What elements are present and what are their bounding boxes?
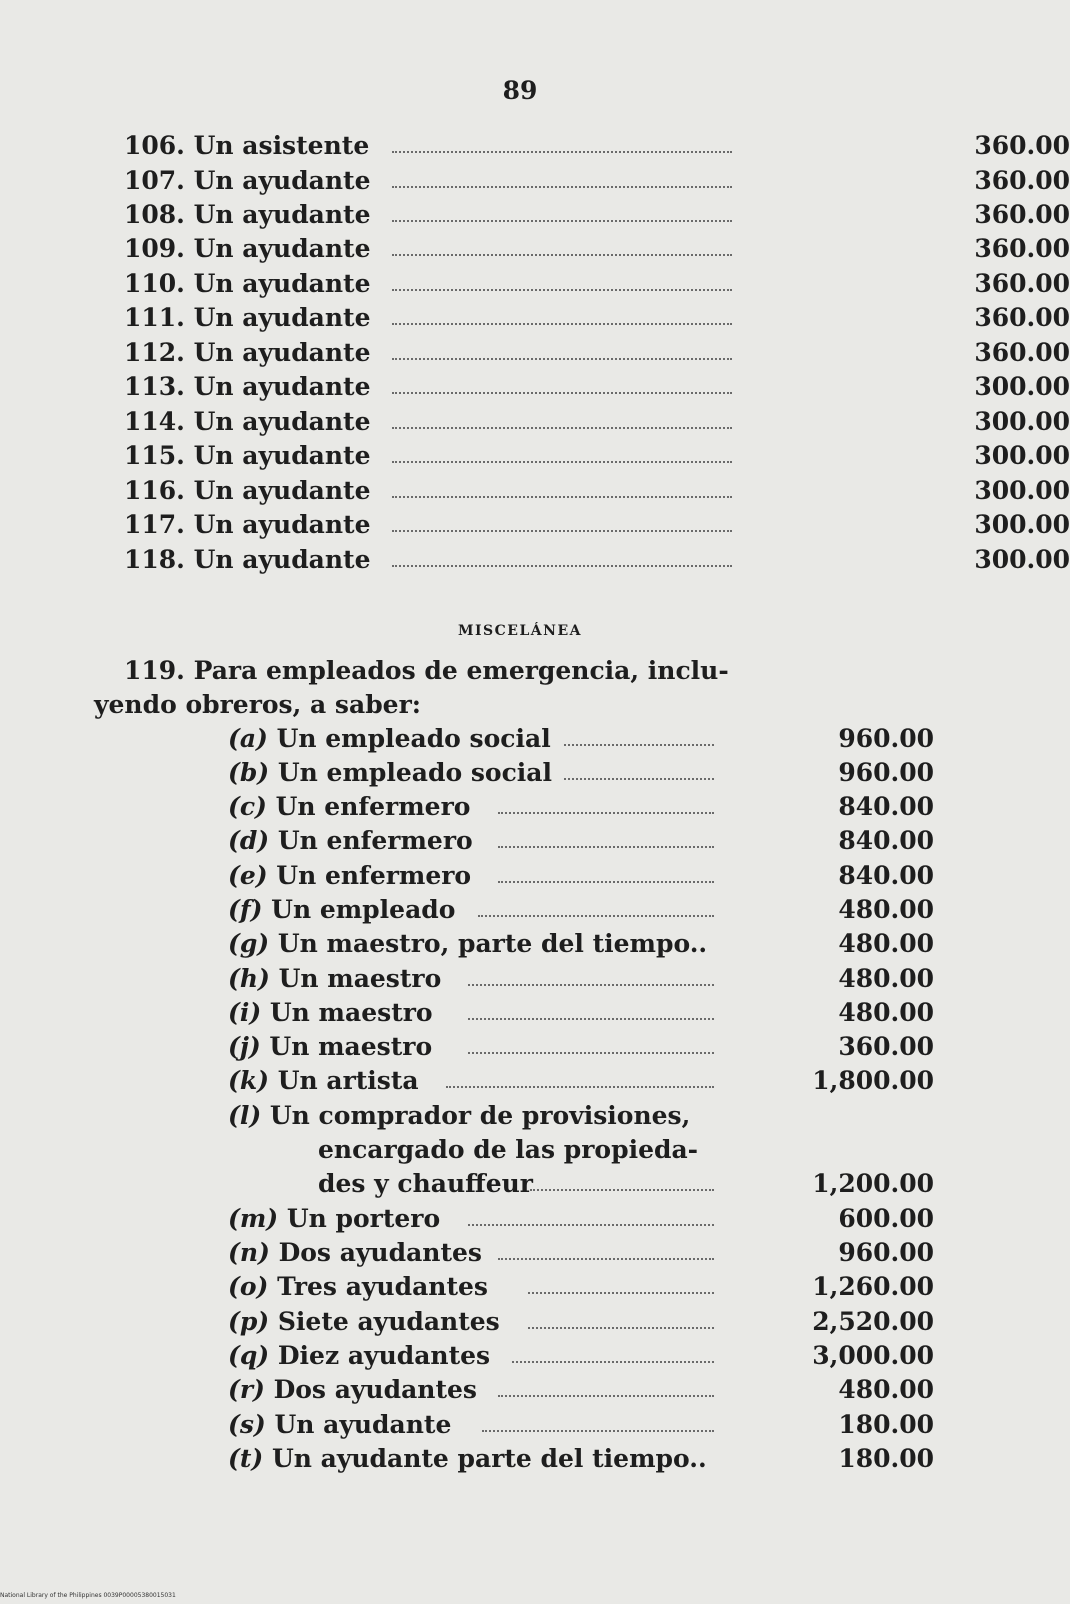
line-number: 109. — [124, 234, 185, 263]
item-119-line-2: yendo obreros, a saber: — [94, 690, 421, 719]
sub-item-title: Un maestro — [269, 1032, 433, 1061]
sub-item-letter: (m) — [228, 1204, 279, 1233]
sub-item-amount: 480.00 — [838, 1375, 934, 1404]
sub-item-a — [228, 724, 940, 758]
line-title: Un ayudante — [193, 372, 371, 401]
line-amount: 360.00 — [974, 303, 1070, 332]
line-number: 118. — [124, 545, 185, 574]
page-number: 89 — [502, 76, 538, 105]
line-title: Un ayudante — [193, 510, 371, 539]
dot-leader — [512, 1361, 714, 1363]
line-amount: 360.00 — [974, 338, 1070, 367]
sub-item-title: Diez ayudantes — [277, 1341, 491, 1370]
sub-item-k — [228, 1066, 940, 1100]
budget-line-107 — [124, 166, 1070, 200]
sub-item-letter: (f) — [228, 895, 263, 924]
dot-leader — [392, 289, 732, 291]
sub-item-amount: 180.00 — [838, 1444, 934, 1473]
budget-line-111 — [124, 303, 1070, 337]
dot-leader — [498, 1395, 714, 1397]
line-number: 116. — [124, 476, 185, 505]
sub-item-s — [228, 1410, 940, 1444]
line-label — [124, 372, 371, 401]
sub-item-letter: (r) — [228, 1375, 265, 1404]
sub-item-title: des y chauffeur — [318, 1169, 533, 1198]
dot-leader — [392, 496, 732, 498]
sub-item-title: Un empleado social — [277, 758, 553, 787]
sub-item-letter: (j) — [228, 1032, 261, 1061]
line-label — [124, 476, 371, 505]
line-title: Un ayudante — [193, 407, 371, 436]
sub-item-amount: 480.00 — [838, 895, 934, 924]
line-label — [124, 407, 371, 436]
line-amount: 360.00 — [974, 200, 1070, 229]
dot-leader — [468, 1018, 714, 1020]
sub-item-title: Un maestro — [269, 998, 433, 1027]
sub-item-letter: (t) — [228, 1444, 264, 1473]
sub-item-letter: (s) — [228, 1410, 266, 1439]
line-label — [124, 269, 371, 298]
sub-item-b — [228, 758, 940, 792]
sub-item-amount: 960.00 — [838, 1238, 934, 1267]
budget-line-108 — [124, 200, 1070, 234]
item-119-line-1: 119. Para empleados de emergencia, inclu- — [124, 656, 729, 685]
sub-item-amount: 3,000.00 — [812, 1341, 934, 1370]
dot-leader — [446, 1086, 714, 1088]
sub-item-c — [228, 792, 940, 826]
sub-item-n — [228, 1238, 940, 1272]
sub-item-title: Un artista — [277, 1066, 419, 1095]
sub-item-letter: (d) — [228, 826, 270, 855]
sub-item-letter: (g) — [228, 929, 270, 958]
sub-item-e — [228, 861, 940, 895]
dot-leader — [392, 186, 732, 188]
line-label — [124, 303, 371, 332]
sub-item-amount: 840.00 — [838, 826, 934, 855]
sub-item-amount: 1,260.00 — [812, 1272, 934, 1301]
line-number: 112. — [124, 338, 185, 367]
sub-item-amount: 840.00 — [838, 861, 934, 890]
sub-item-g — [228, 929, 940, 963]
budget-line-112 — [124, 338, 1070, 372]
budget-line-116 — [124, 476, 1070, 510]
dot-leader — [392, 565, 732, 567]
line-label — [124, 166, 371, 195]
line-number: 110. — [124, 269, 185, 298]
line-number: 107. — [124, 166, 185, 195]
line-number: 117. — [124, 510, 185, 539]
sub-item-amount: 600.00 — [838, 1204, 934, 1233]
dot-leader — [528, 1292, 714, 1294]
dot-leader — [498, 812, 714, 814]
budget-line-113 — [124, 372, 1070, 406]
sub-item-letter: (b) — [228, 758, 270, 787]
line-label — [124, 131, 369, 160]
sub-item-letter: (p) — [228, 1307, 270, 1336]
sub-item-amount: 480.00 — [838, 964, 934, 993]
line-number: 114. — [124, 407, 185, 436]
dot-leader — [392, 461, 732, 463]
line-title: Un ayudante — [193, 545, 371, 574]
sub-item-amount: 360.00 — [838, 1032, 934, 1061]
sub-item-title: Siete ayudantes — [277, 1307, 500, 1336]
scan-footer: National Library of the Philippines 0039P00005380015031 — [0, 1592, 176, 1599]
dot-leader — [392, 323, 732, 325]
sub-item-title: Un enfermero — [277, 826, 473, 855]
dot-leader — [482, 1430, 714, 1432]
sub-item-letter: (q) — [228, 1341, 270, 1370]
line-amount: 300.00 — [974, 441, 1070, 470]
line-amount: 300.00 — [974, 545, 1070, 574]
sub-item-amount: 960.00 — [838, 724, 934, 753]
dot-leader — [498, 881, 714, 883]
line-title: Un asistente — [193, 131, 370, 160]
sub-item-o — [228, 1272, 940, 1306]
sub-item-title: Un empleado social — [276, 724, 551, 753]
sub-item-d — [228, 826, 940, 860]
line-label — [124, 441, 371, 470]
dot-leader — [392, 220, 732, 222]
sub-item-m — [228, 1204, 940, 1238]
sub-item-l-line-3 — [318, 1169, 940, 1203]
sub-item-amount: 480.00 — [838, 998, 934, 1027]
dot-leader — [468, 1224, 714, 1226]
line-label — [124, 234, 371, 263]
sub-item-j — [228, 1032, 940, 1066]
line-number: 115. — [124, 441, 185, 470]
sub-item-letter: (e) — [228, 861, 268, 890]
sub-item-title: Un maestro, parte del tiempo.. — [277, 929, 708, 958]
budget-line-109 — [124, 234, 1070, 268]
line-amount: 300.00 — [974, 372, 1070, 401]
sub-item-letter: (k) — [228, 1066, 269, 1095]
line-label — [124, 200, 371, 229]
sub-item-letter: (n) — [228, 1238, 270, 1267]
sub-item-title: Un portero — [286, 1204, 441, 1233]
sub-item-amount: 840.00 — [838, 792, 934, 821]
budget-line-117 — [124, 510, 1070, 544]
sub-item-title: Un enfermero — [275, 792, 471, 821]
line-label — [124, 338, 371, 367]
line-title: Un ayudante — [193, 441, 371, 470]
sub-item-title: Un ayudante — [274, 1410, 452, 1439]
line-amount: 360.00 — [974, 131, 1070, 160]
line-amount: 360.00 — [974, 269, 1070, 298]
sub-item-title: Un enfermero — [276, 861, 472, 890]
sub-item-title: Un empleado — [271, 895, 456, 924]
sub-item-letter: (h) — [228, 964, 270, 993]
dot-leader — [530, 1189, 714, 1191]
budget-line-115 — [124, 441, 1070, 475]
sub-item-amount: 180.00 — [838, 1410, 934, 1439]
line-title: Un ayudante — [193, 303, 371, 332]
sub-item-letter: (c) — [228, 792, 267, 821]
dot-leader — [498, 846, 714, 848]
line-title: Un ayudante — [193, 338, 371, 367]
dot-leader — [392, 151, 732, 153]
dot-leader — [528, 1327, 714, 1329]
sub-item-title: Un ayudante parte del tiempo.. — [271, 1444, 707, 1473]
line-label — [124, 545, 371, 574]
budget-line-106 — [124, 131, 1070, 165]
line-amount: 300.00 — [974, 510, 1070, 539]
sub-item-l-line-1 — [228, 1101, 690, 1130]
sub-item-amount: 2,520.00 — [812, 1307, 934, 1336]
sub-item-q — [228, 1341, 940, 1375]
line-number: 111. — [124, 303, 185, 332]
dot-leader — [392, 392, 732, 394]
line-number: 106. — [124, 131, 185, 160]
sub-item-i — [228, 998, 940, 1032]
dot-leader — [468, 1052, 714, 1054]
sub-item-title: Dos ayudantes — [278, 1238, 482, 1267]
sub-item-amount: 1,200.00 — [812, 1169, 934, 1198]
line-title: Un ayudante — [193, 234, 371, 263]
sub-item-f — [228, 895, 940, 929]
sub-item-title: Un maestro — [278, 964, 442, 993]
dot-leader — [478, 915, 714, 917]
sub-item-p — [228, 1307, 940, 1341]
budget-line-114 — [124, 407, 1070, 441]
line-amount: 300.00 — [974, 407, 1070, 436]
sub-item-letter: (l) — [228, 1101, 262, 1130]
dot-leader — [392, 530, 732, 532]
line-amount: 360.00 — [974, 166, 1070, 195]
budget-line-110 — [124, 269, 1070, 303]
line-number: 108. — [124, 200, 185, 229]
dot-leader — [392, 427, 732, 429]
line-number: 113. — [124, 372, 185, 401]
line-label — [124, 510, 371, 539]
sub-item-title: Un comprador de provisiones, — [269, 1101, 691, 1130]
sub-item-t — [228, 1444, 940, 1478]
dot-leader — [564, 778, 714, 780]
sub-item-r — [228, 1375, 940, 1409]
line-title: Un ayudante — [193, 269, 371, 298]
sub-item-title: Dos ayudantes — [273, 1375, 477, 1404]
sub-item-h — [228, 964, 940, 998]
sub-item-amount: 960.00 — [838, 758, 934, 787]
dot-leader — [392, 358, 732, 360]
sub-item-l-line-2: encargado de las propieda- — [318, 1135, 699, 1164]
budget-line-118 — [124, 545, 1070, 579]
line-amount: 300.00 — [974, 476, 1070, 505]
dot-leader — [564, 744, 714, 746]
sub-item-letter: (i) — [228, 998, 262, 1027]
line-title: Un ayudante — [193, 166, 371, 195]
sub-item-amount: 1,800.00 — [812, 1066, 934, 1095]
dot-leader — [392, 254, 732, 256]
dot-leader — [498, 1258, 714, 1260]
section-heading: MISCELÁNEA — [457, 623, 582, 639]
sub-item-letter: (o) — [228, 1272, 269, 1301]
sub-item-title: Tres ayudantes — [277, 1272, 488, 1301]
sub-item-letter: (a) — [228, 724, 268, 753]
line-amount: 360.00 — [974, 234, 1070, 263]
line-title: Un ayudante — [193, 476, 371, 505]
line-title: Un ayudante — [193, 200, 371, 229]
dot-leader — [468, 984, 714, 986]
sub-item-amount: 480.00 — [838, 929, 934, 958]
